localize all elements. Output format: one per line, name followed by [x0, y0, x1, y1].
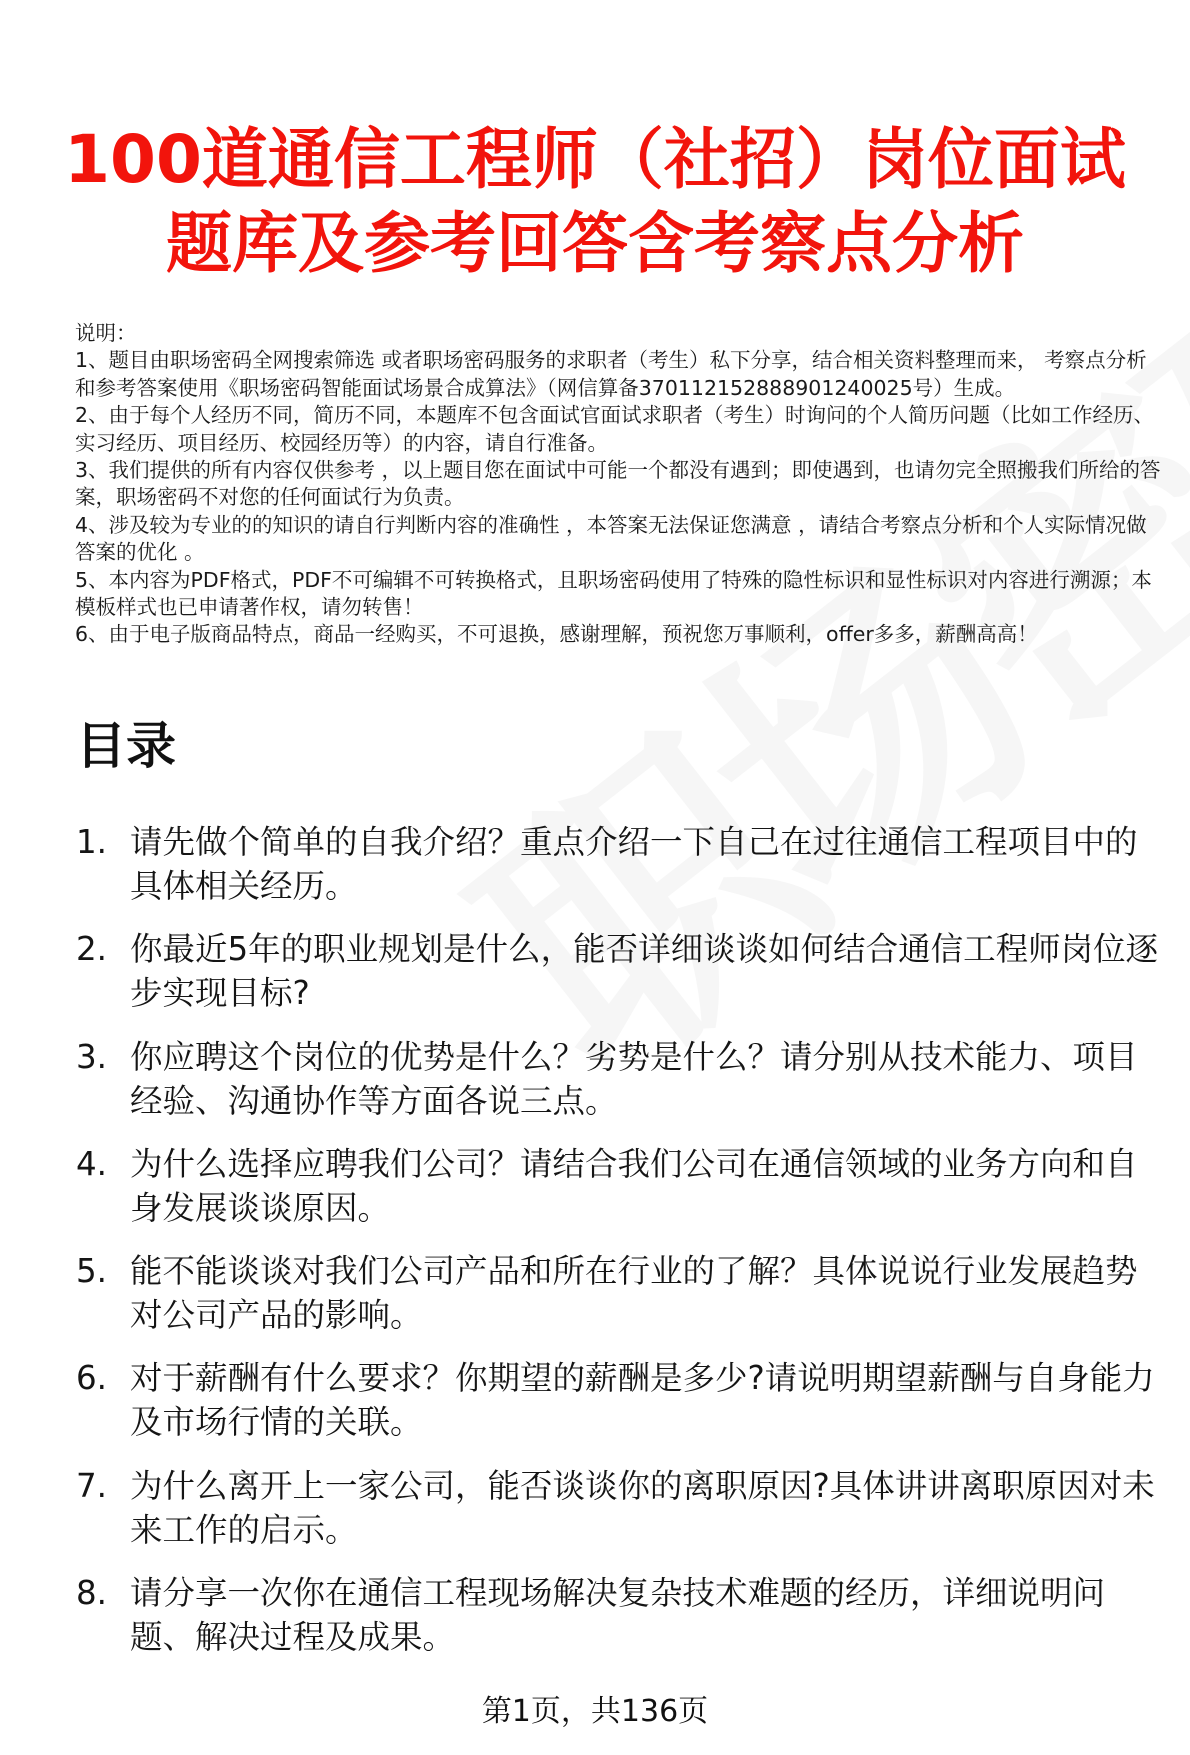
toc-item[interactable]	[76, 1249, 1166, 1337]
toc-heading: 目录	[76, 717, 176, 775]
toc-item[interactable]	[76, 1142, 1166, 1230]
toc-item-number: 5.	[76, 1252, 108, 1291]
toc-item-text: 请先做个简单的自我介绍？重点介绍一下自己在过往通信工程项目中的具体相关经历。	[130, 823, 1138, 905]
instructions-heading: 说明：	[75, 321, 137, 345]
table-of-contents	[76, 820, 1166, 1678]
toc-item-text: 你应聘这个岗位的优势是什么？劣势是什么？请分别从技术能力、项目经验、沟通协作等方面各说三点。	[130, 1037, 1138, 1120]
toc-item[interactable]	[76, 1356, 1166, 1444]
toc-item-number: 7.	[76, 1466, 108, 1505]
toc-item-number: 6.	[76, 1359, 108, 1398]
instruction-item: 1、题目由职场密码全网搜索筛选 或者职场密码服务的求职者（考生）私下分享，结合相关资料整理而来， 考察点分析和参考答案使用《职场密码智能面试场景合成算法》（网信算备370112152888901240025号）生成。	[75, 348, 1147, 400]
toc-item-number: 4.	[76, 1144, 108, 1183]
toc-item-number: 3.	[76, 1037, 108, 1076]
instructions	[75, 320, 1165, 649]
toc-item-number: 2.	[76, 930, 108, 969]
toc-item[interactable]	[76, 820, 1166, 908]
toc-item[interactable]	[76, 1035, 1166, 1123]
instruction-item: 5、本内容为PDF格式，PDF不可编辑不可转换格式，且职场密码使用了特殊的隐性标识和显性标识对内容进行溯源；本模板样式也已申请著作权，请勿转售！	[75, 567, 1152, 620]
document-title	[40, 118, 1150, 286]
instruction-item: 3、我们提供的所有内容仅供参考 ，以上题目您在面试中可能一个都没有遇到；即使遇到，也请勿完全照搬我们所给的答案，职场密码不对您的任何面试行为负责。	[75, 458, 1161, 510]
toc-item-text: 你最近5年的职业规划是什么，能否详细谈谈如何结合通信工程师岗位逐步实现目标?	[130, 930, 1159, 1013]
toc-item-text: 为什么离开上一家公司，能否谈谈你的离职原因?具体讲讲离职原因对未来工作的启示。	[130, 1466, 1155, 1549]
title-line-1: 100道通信工程师（社招）岗位面试	[64, 121, 1126, 198]
toc-item[interactable]	[76, 1464, 1166, 1552]
page-number: 第1页，共136页	[481, 1694, 709, 1729]
toc-item-text: 对于薪酬有什么要求？你期望的薪酬是多少?请说明期望薪酬与自身能力及市场行情的关联。	[130, 1359, 1155, 1442]
instruction-item: 2、由于每个人经历不同，简历不同，本题库不包含面试官面试求职者（考生）时询问的个人简历问题（比如工作经历、实习经历、项目经历、校园经历等）的内容，请自行准备。	[75, 403, 1155, 455]
toc-item-text: 能不能谈谈对我们公司产品和所在行业的了解？具体说说行业发展趋势对公司产品的影响。	[130, 1252, 1138, 1335]
toc-item-number: 8.	[76, 1574, 108, 1613]
instruction-item: 6、由于电子版商品特点，商品一经购买，不可退换，感谢理解，预祝您万事顺利，offer多多，薪酬高高！	[75, 622, 1038, 647]
toc-item[interactable]	[76, 927, 1166, 1015]
toc-item-text: 为什么选择应聘我们公司？请结合我们公司在通信领域的业务方向和自身发展谈谈原因。	[130, 1144, 1138, 1227]
toc-item-text: 请分享一次你在通信工程现场解决复杂技术难题的经历，详细说明问题、解决过程及成果。	[130, 1574, 1106, 1657]
toc-item[interactable]	[76, 1571, 1166, 1659]
toc-item-number: 1.	[76, 823, 108, 861]
instruction-item: 4、涉及较为专业的的知识的请自行判断内容的准确性 ，本答案无法保证您满意 ，请结合考察点分析和个人实际情况做答案的优化 。	[75, 512, 1147, 565]
title-line-2: 题库及参考回答含考察点分析	[166, 205, 1024, 282]
